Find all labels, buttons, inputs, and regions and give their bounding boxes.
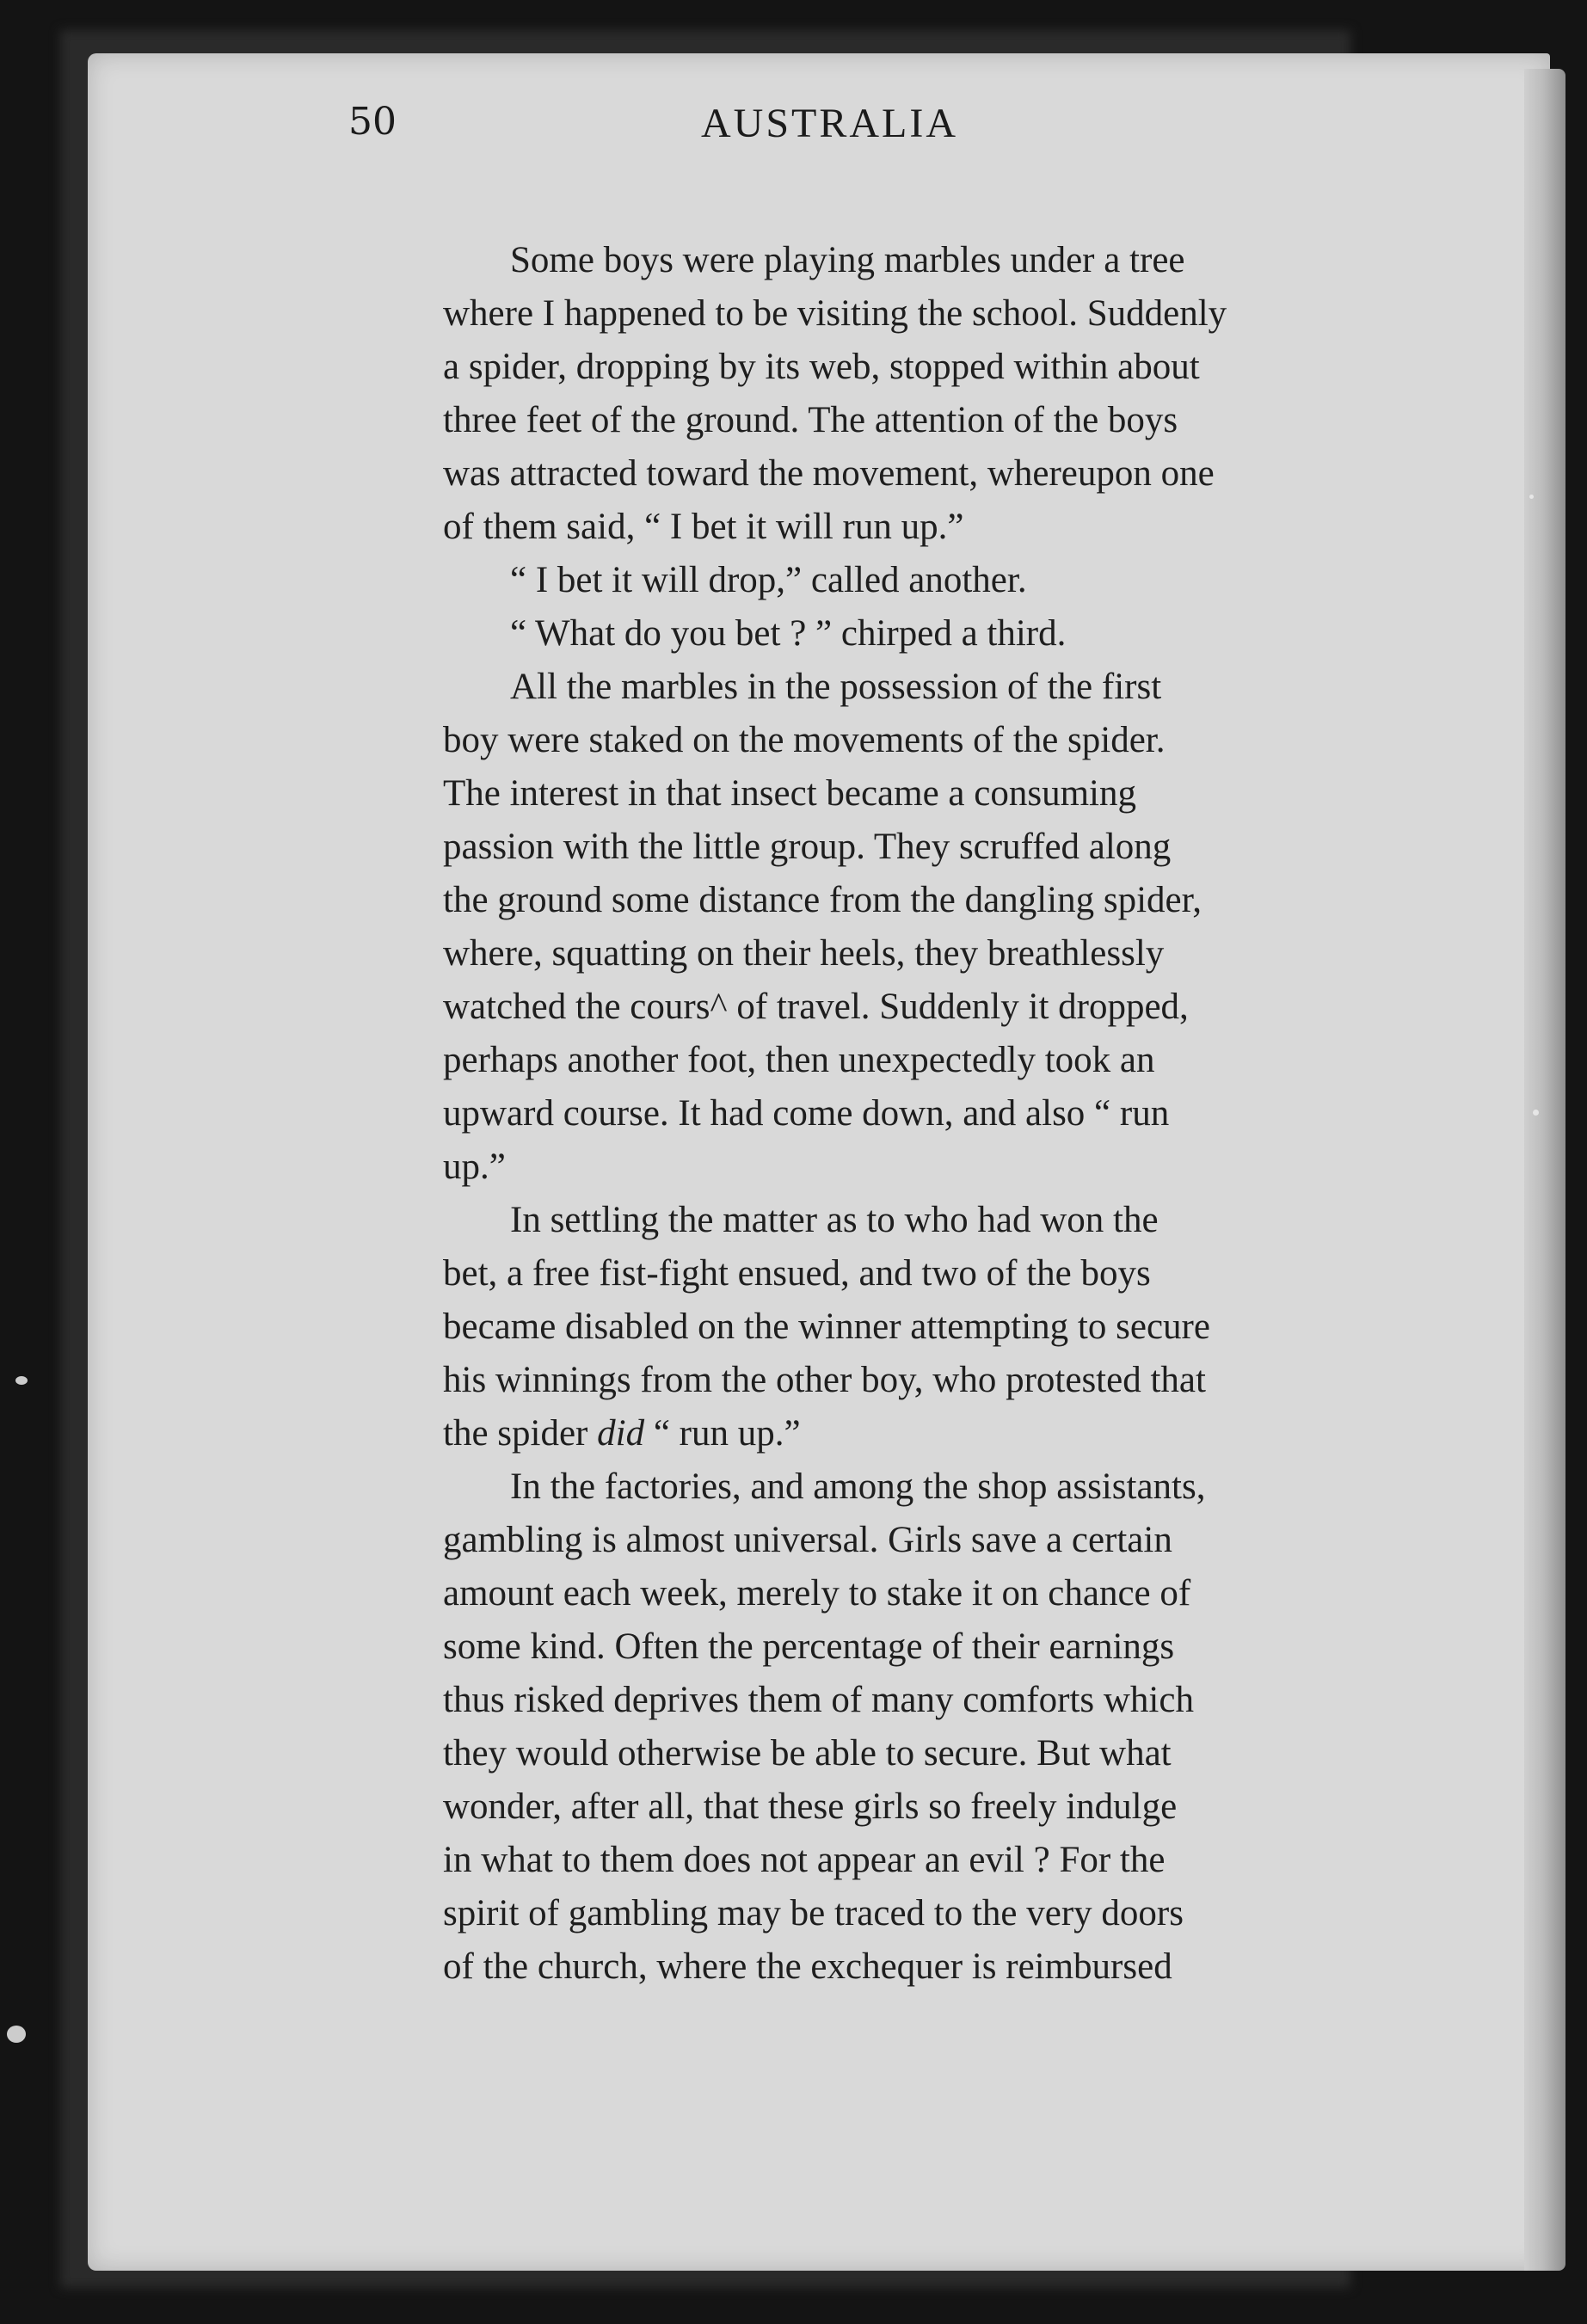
text-line: spirit of gambling may be traced to the very doors bbox=[443, 1893, 1184, 1934]
text-line: “ What do you bet ? ” chirped a third. bbox=[510, 613, 1067, 654]
text-line: Some boys were playing marbles under a tree bbox=[510, 240, 1185, 280]
text-line: some kind. Often the percentage of their earnings bbox=[443, 1626, 1175, 1667]
text-line: in what to them does not appear an evil ? For the bbox=[443, 1840, 1166, 1880]
scan-speck bbox=[1529, 495, 1534, 499]
text-line: boy were staked on the movements of the spider. bbox=[443, 720, 1166, 760]
text-line: of the church, where the exchequer is reimbursed bbox=[443, 1946, 1172, 1987]
body-text bbox=[443, 234, 1510, 1994]
text-line: where, squatting on their heels, they breathlessly bbox=[443, 933, 1165, 974]
text-line: amount each week, merely to stake it on chance of bbox=[443, 1573, 1191, 1614]
text-line: of them said, “ I bet it will run up.” bbox=[443, 507, 964, 547]
text-line: wonder, after all, that these girls so freely indulge bbox=[443, 1786, 1178, 1827]
text-line: a spider, dropping by its web, stopped within about bbox=[443, 347, 1200, 387]
emphasis-text: did bbox=[597, 1413, 645, 1454]
page-header bbox=[348, 100, 1484, 172]
scan-speck bbox=[15, 1376, 28, 1385]
text-line: perhaps another foot, then unexpectedly took an bbox=[443, 1040, 1155, 1080]
text-line: In settling the matter as to who had won the bbox=[510, 1200, 1159, 1240]
text-line: they would otherwise be able to secure. But what bbox=[443, 1733, 1172, 1774]
text-line: three feet of the ground. The attention of the boys bbox=[443, 400, 1178, 440]
text-line: thus risked deprives them of many comforts which bbox=[443, 1680, 1194, 1720]
text-line: passion with the little group. They scruffed along bbox=[443, 827, 1172, 867]
text-line: became disabled on the winner attempting to secure bbox=[443, 1306, 1210, 1347]
text-line: gambling is almost universal. Girls save a certain bbox=[443, 1520, 1172, 1560]
page-edge bbox=[1524, 69, 1565, 2271]
page-number: 50 bbox=[348, 100, 397, 144]
text-line: up.” bbox=[443, 1147, 506, 1187]
text-fragment: the spider bbox=[443, 1413, 588, 1454]
text-line: watched the cours^ of travel. Suddenly it dropped, bbox=[443, 987, 1189, 1027]
text-line bbox=[443, 1407, 1510, 1460]
text-line: where I happened to be visiting the school. Suddenly bbox=[443, 293, 1227, 334]
scan-speck bbox=[1533, 1110, 1539, 1116]
text-line: was attracted toward the movement, whereupon one bbox=[443, 453, 1215, 494]
text-line: All the marbles in the possession of the first bbox=[510, 667, 1162, 707]
text-fragment: “ run up.” bbox=[653, 1413, 801, 1454]
text-line: bet, a free fist-fight ensued, and two of the boys bbox=[443, 1253, 1151, 1294]
running-head: AUSTRALIA bbox=[701, 101, 958, 146]
text-line: In the factories, and among the shop assistants, bbox=[510, 1466, 1206, 1507]
text-line: the ground some distance from the dangling spider, bbox=[443, 880, 1202, 920]
text-line: The interest in that insect became a consuming bbox=[443, 773, 1136, 814]
scan-speck bbox=[7, 2026, 26, 2043]
text-line: his winnings from the other boy, who protested that bbox=[443, 1360, 1206, 1400]
text-line: “ I bet it will drop,” called another. bbox=[510, 560, 1027, 600]
text-line: upward course. It had come down, and also “ run bbox=[443, 1093, 1170, 1134]
